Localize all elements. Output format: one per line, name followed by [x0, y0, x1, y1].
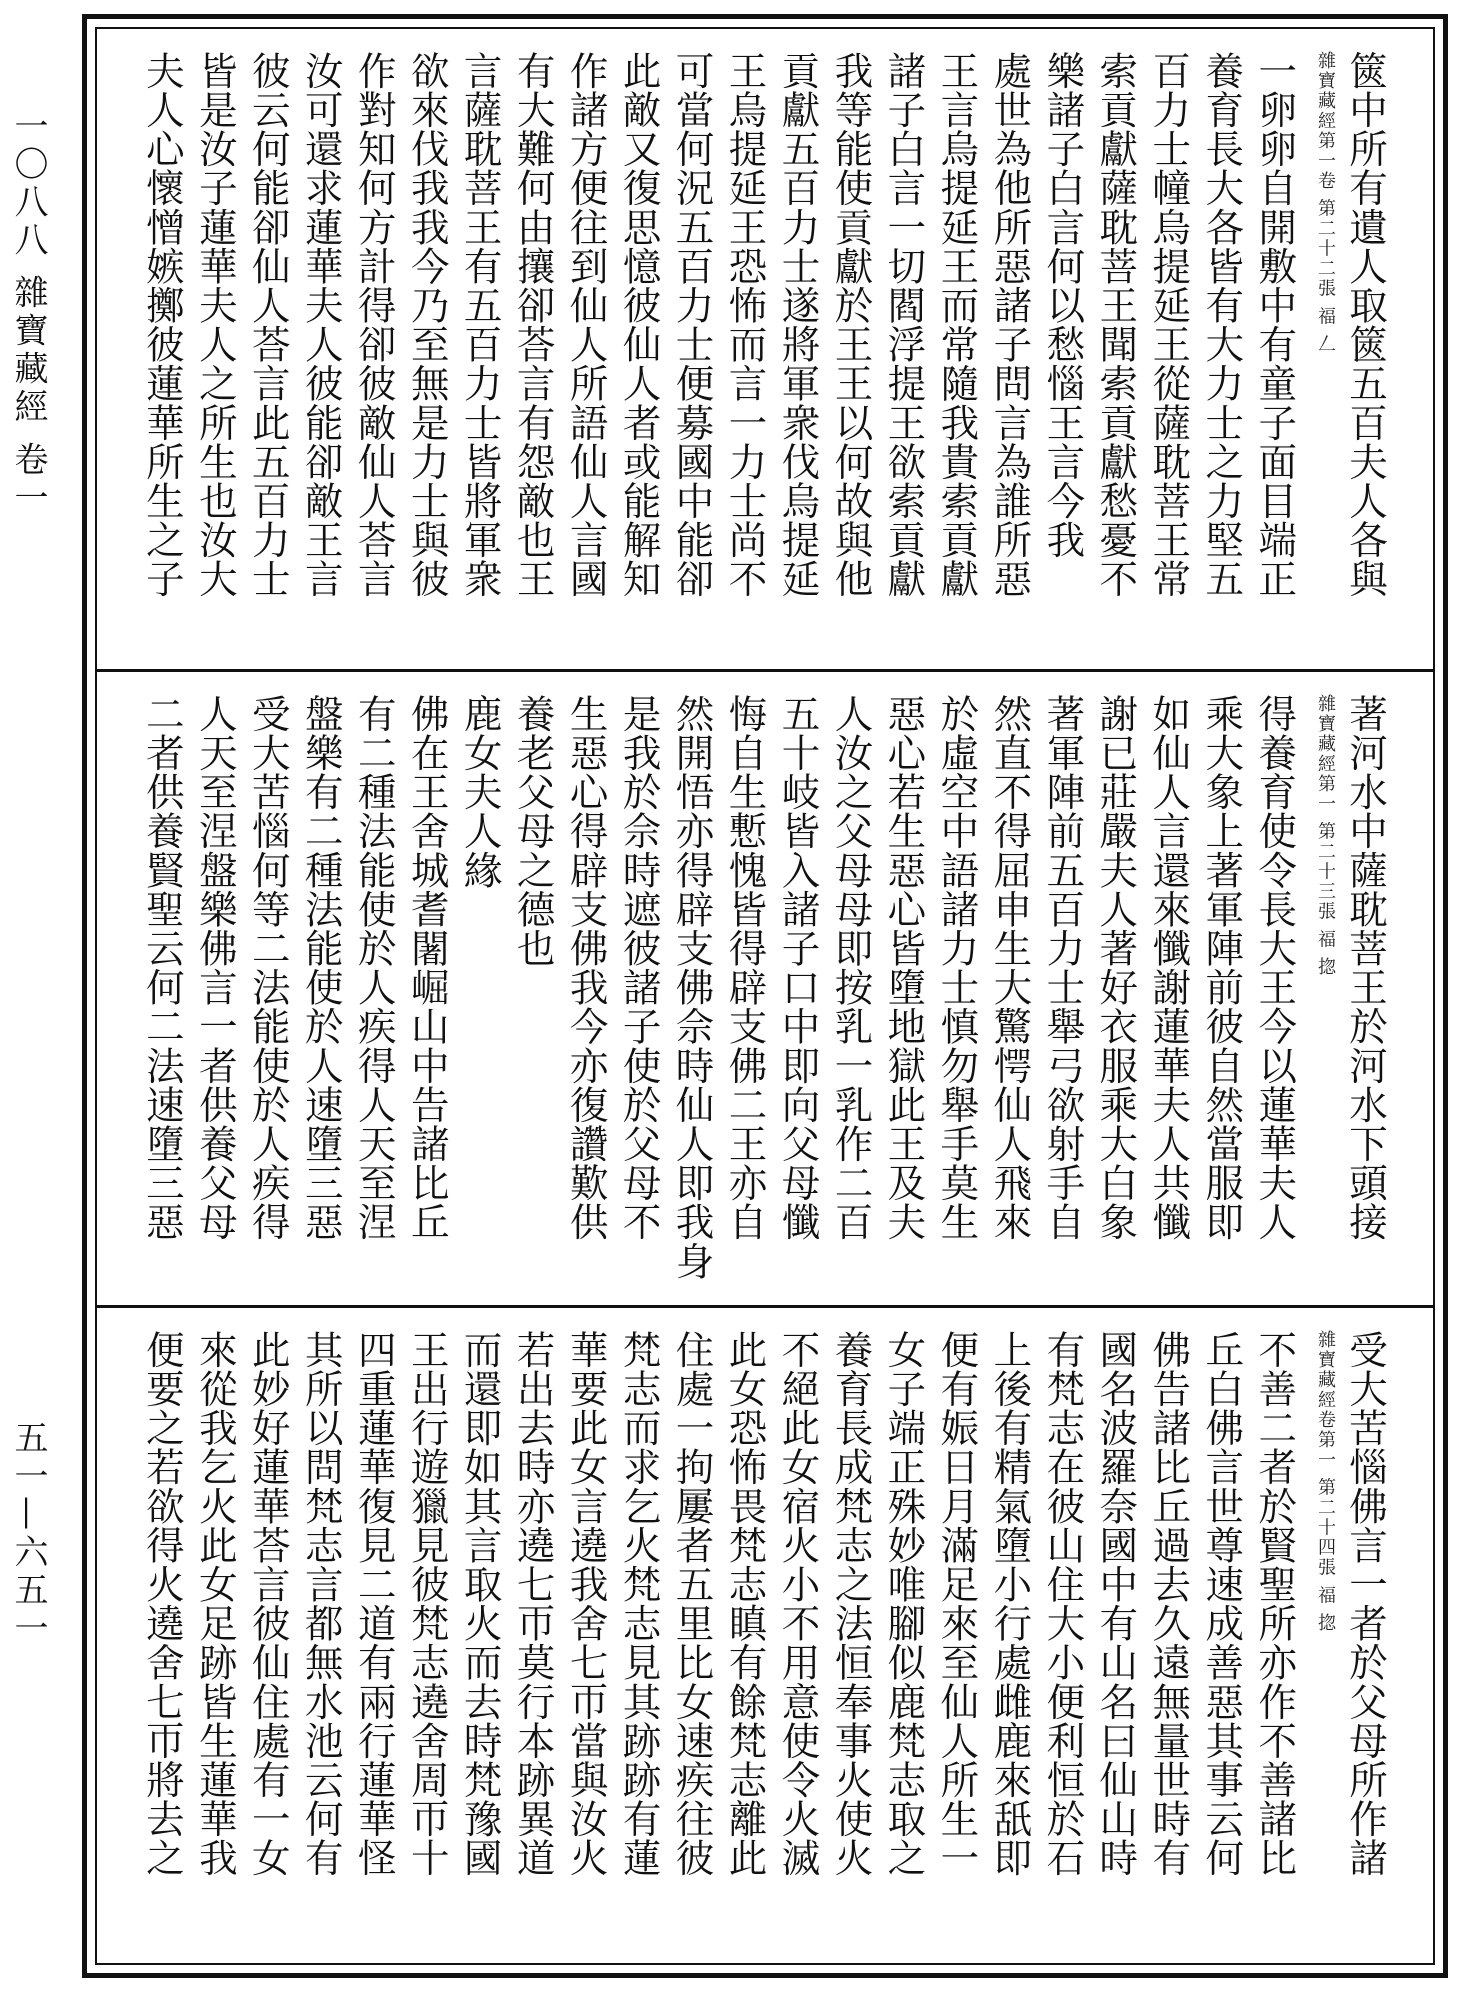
text-column: 人天至涅盤樂佛言一者供養父母 — [192, 694, 238, 1242]
text-column: 謝已莊嚴夫人著好衣服乘大白象 — [1093, 694, 1139, 1242]
text-column: 受大苦惱何等二法能使於人疾得 — [245, 694, 291, 1242]
text-column: 作對知何方計得卻彼敵仙人荅言 — [351, 51, 397, 599]
text-column: 可當何況五百力士便募國中能卻 — [669, 51, 715, 599]
text-column: 王言烏提延王而常隨我貴索貢獻 — [934, 51, 980, 599]
text-column: 國名波羅奈國中有山名曰仙山時 — [1093, 1330, 1139, 1878]
column-group — [137, 51, 1393, 655]
text-column: 悔自生慙愧皆得辟支佛二王亦自 — [722, 694, 768, 1242]
page-frame — [82, 14, 1448, 1978]
text-panel-3 — [97, 1305, 1433, 1966]
text-column: 不絕此女宿火小不用意使令火滅 — [775, 1330, 821, 1878]
text-column: 篋中所有遺人取篋五百夫人各與 — [1343, 51, 1388, 599]
text-column: 著河水中薩耽菩王於河水下頭接 — [1343, 694, 1388, 1242]
text-column: 王出行遊獵見彼梵志遶舍周帀十 — [404, 1330, 450, 1878]
text-column: 於虛空中語諸力士慎勿舉手莫生 — [934, 694, 980, 1242]
text-column: 佛在王舍城耆闍崛山中告諸比丘 — [404, 694, 450, 1242]
text-column: 來從我乞火此女足跡皆生蓮華我 — [192, 1330, 238, 1878]
text-column: 而還即如其言取火而去時梵豫國 — [457, 1330, 503, 1878]
text-column: 受大苦惱佛言一者於父母所作諸 — [1343, 1330, 1388, 1878]
folio-note: 雜寶藏經卷第一 第二十四張 福 㧾 — [1315, 1330, 1337, 1634]
text-column: 女子端正殊妙唯腳似鹿梵志取之 — [881, 1330, 927, 1878]
text-column: 此敵又復思憶彼仙人者或能解知 — [616, 51, 662, 599]
text-column: 著軍陣前五百力士舉弓欲射手自 — [1040, 694, 1086, 1242]
text-column: 有梵志在彼山住大小便利恒於石 — [1040, 1330, 1086, 1878]
text-column: 此女恐怖畏梵志瞋有餘梵志離此 — [722, 1330, 768, 1878]
text-column: 欲來伐我我今乃至無是力士與彼 — [404, 51, 450, 599]
text-column: 生惡心得辟支佛我今亦復讚歎供 — [563, 694, 609, 1242]
text-column: 夫人心懷憎嫉擲彼蓮華所生之子 — [139, 51, 185, 599]
folio-note: 雜寶藏經第一卷 第二十二張 福 𠃋 — [1315, 51, 1337, 355]
margin-caption-top: 一〇八八 雜寶藏經 卷一 — [8, 108, 48, 518]
text-column: 諸子白言一切閻浮提王欲索貢獻 — [881, 51, 927, 599]
text-column: 一卵卵自開敷中有童子面目端正 — [1252, 51, 1298, 599]
text-column: 佛告諸比丘過去久遠無量世時有 — [1146, 1330, 1192, 1878]
text-column: 作諸方便往到仙人所語仙人言國 — [563, 51, 609, 599]
text-column: 華要此女言遶我舍七帀當與汝火 — [563, 1330, 609, 1878]
text-column: 是我於佘時遮彼諸子使於父母不 — [616, 694, 662, 1242]
text-column: 便要之若欲得火遶舍七帀將去之 — [139, 1330, 185, 1878]
text-column: 二者供養賢聖云何二法速墮三惡 — [139, 694, 185, 1242]
page-frame-inner — [95, 27, 1435, 1965]
text-panel-1 — [97, 29, 1433, 669]
text-column: 王烏提延王恐怖而言一力士尚不 — [722, 51, 768, 599]
text-column: 我等能使貢獻於王王以何故與他 — [828, 51, 874, 599]
text-column: 得養育使令長大王今以蓮華夫人 — [1252, 694, 1298, 1242]
column-group — [137, 694, 1393, 1294]
text-column: 丘白佛言世尊速成善惡其事云何 — [1199, 1330, 1245, 1878]
text-column: 皆是汝子蓮華夫人之所生也汝大 — [192, 51, 238, 599]
text-column: 人汝之父母母即按乳一乳作二百 — [828, 694, 874, 1242]
text-column: 便有娠日月滿足來至仙人所生一 — [934, 1330, 980, 1878]
text-column: 盤樂有二種法能使於人速墮三惡 — [298, 694, 344, 1242]
text-column: 若出去時亦遶七帀莫行本跡異道 — [510, 1330, 556, 1878]
text-column: 有二種法能使於人疾得人天至涅 — [351, 694, 397, 1242]
margin-caption-bottom: 五一—六五一 — [8, 1420, 48, 1648]
text-column: 住處一拘屢者五里比女速疾往彼 — [669, 1330, 715, 1878]
column-group — [137, 1330, 1393, 1952]
text-column: 四重蓮華復見二道有兩行蓮華怪 — [351, 1330, 397, 1878]
text-column: 處世為他所惡諸子問言為誰所惡 — [987, 51, 1033, 599]
text-column: 貢獻五百力士遂將軍衆伐烏提延 — [775, 51, 821, 599]
text-column: 言薩耽菩王有五百力士皆將軍衆 — [457, 51, 503, 599]
text-column: 梵志而求乞火梵志見其跡跡有蓮 — [616, 1330, 662, 1878]
text-column: 彼云何能卻仙人荅言此五百力士 — [245, 51, 291, 599]
text-column: 樂諸子白言何以愁惱王言今我 — [1040, 51, 1086, 560]
text-column: 如仙人言還來懺謝蓮華夫人共懺 — [1146, 694, 1192, 1242]
text-column: 五十岐皆入諸子口中即向父母懺 — [775, 694, 821, 1242]
text-column: 上後有精氣墮小行處雌鹿來舐即 — [987, 1330, 1033, 1878]
text-column: 此妙好蓮華荅言彼仙住處有一女 — [245, 1330, 291, 1878]
text-column: 乘大象上著軍陣前彼自然當服即 — [1199, 694, 1245, 1242]
text-column: 索貢獻薩耽菩王聞索貢獻愁憂不 — [1093, 51, 1139, 599]
text-column: 鹿女夫人緣 — [457, 694, 503, 890]
text-column: 養育長成梵志之法恒奉事火使火 — [828, 1330, 874, 1878]
text-column: 惡心若生惡心皆墮地獄此王及夫 — [881, 694, 927, 1242]
text-column: 不善二者於賢聖所亦作不善諸比 — [1252, 1330, 1298, 1878]
text-column: 其所以問梵志言都無水池云何有 — [298, 1330, 344, 1878]
text-column: 然開悟亦得辟支佛佘時仙人即我身 — [669, 694, 715, 1281]
text-column: 有大難何由攘卻荅言有怨敵也王 — [510, 51, 556, 599]
text-column: 養育長大各皆有大力士之力堅五 — [1199, 51, 1245, 599]
text-panel-2 — [97, 669, 1433, 1308]
text-column: 汝可還求蓮華夫人彼能卻敵王言 — [298, 51, 344, 599]
text-column: 然直不得屈申生大驚愕仙人飛來 — [987, 694, 1033, 1242]
text-column: 百力士幢烏提延王從薩耽菩王常 — [1146, 51, 1192, 599]
folio-note: 雜寶藏經第一 第二十三張 福 㧾 — [1315, 694, 1337, 978]
text-column: 養老父母之德也 — [510, 694, 556, 968]
